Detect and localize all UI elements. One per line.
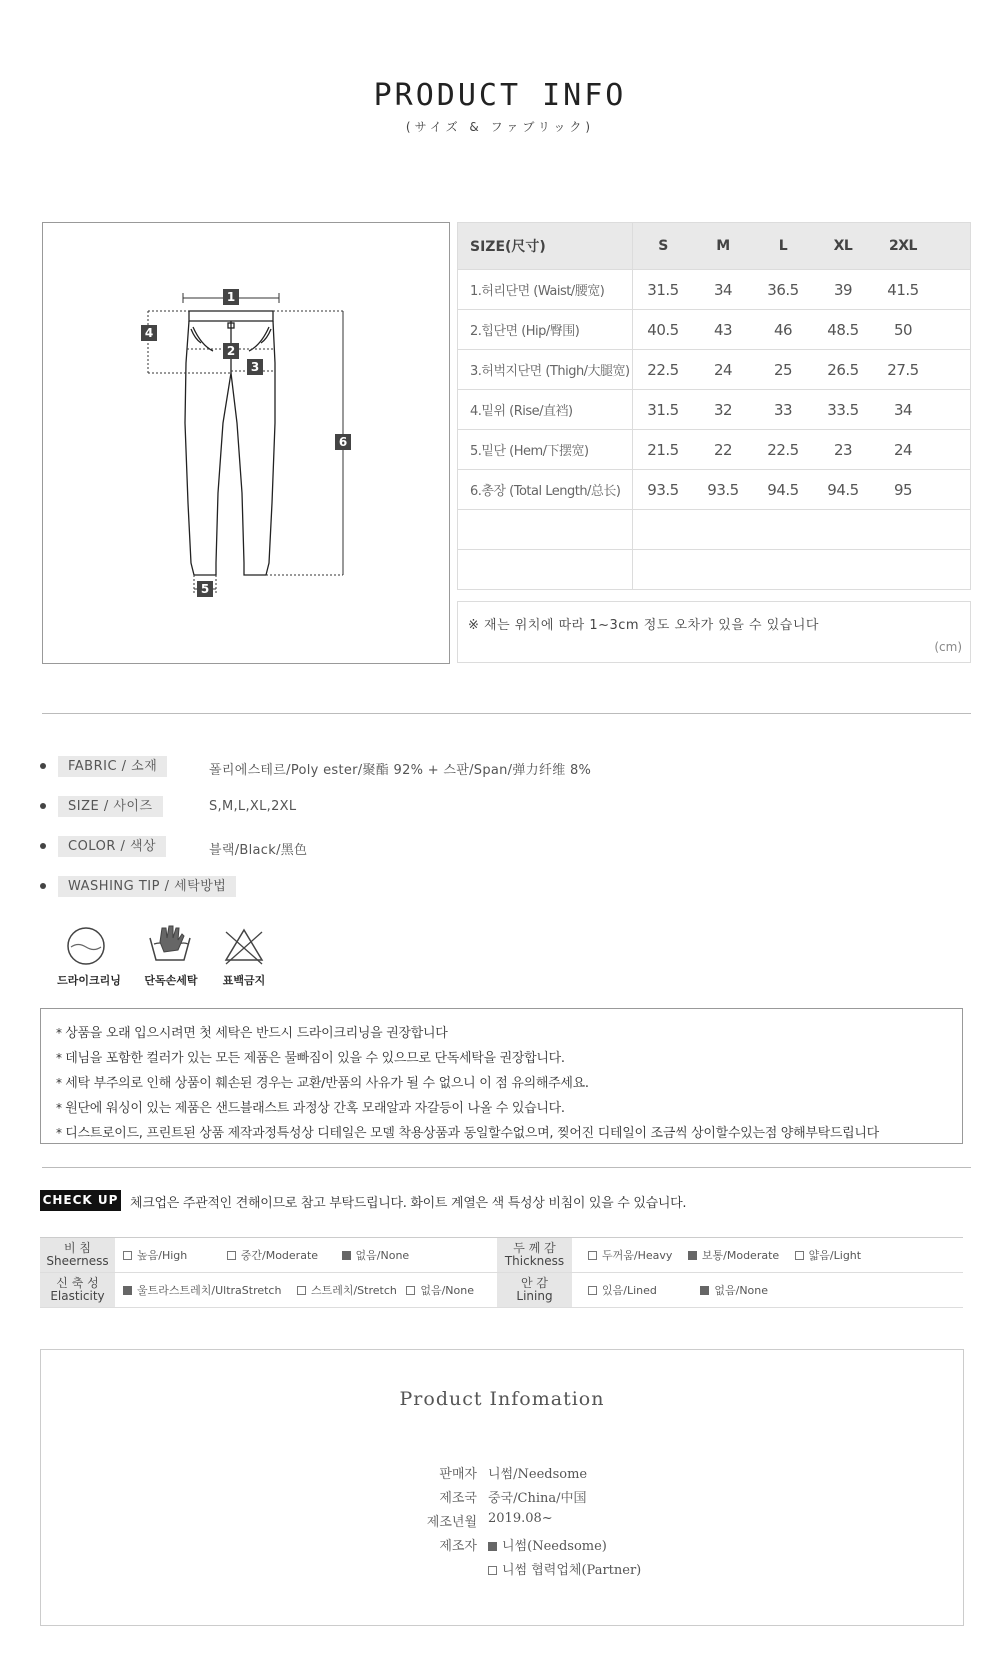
wash-label-hand-wash: 단독손세탁 [144,974,198,987]
row-label: 1.허리단면 (Waist/腰宽) [458,270,633,310]
sheerness-high-option: 높음/High [123,1247,187,1263]
row-label: 6.총장 (Total Length/总长) [458,470,633,510]
info-value: 2019.08~ [488,1511,553,1526]
table-row [458,270,971,310]
cell: 31.5 [647,400,679,419]
no-bleach-icon [222,926,266,966]
page-subtitle: (サイズ & ファブリック) [405,120,595,134]
product-information-title: Product Infomation [399,1388,605,1410]
spec-label-color: COLOR / 색상 [58,836,166,857]
info-value: 니썸/Needsome [488,1467,588,1482]
cell: 33 [773,400,793,419]
size-col-l: L [778,238,788,254]
cell: 34 [713,280,733,299]
wash-label-dry-clean: 드라이크리닝 [57,974,121,987]
cell: 27.5 [887,360,919,379]
cell: 34 [893,400,913,419]
header-en: Lining [516,1289,553,1303]
thickness-header [497,1238,572,1273]
thickness-heavy-option: 두꺼움/Heavy [588,1247,672,1263]
header-en: Thickness [504,1254,565,1268]
elasticity-header [40,1273,115,1308]
info-key: 판매자 [439,1467,477,1482]
info-key: 제조년월 [426,1515,477,1530]
header-ko: 신 축 성 [56,1276,99,1290]
cell: 46 [773,320,793,339]
fabric-properties [40,1237,963,1308]
spec-value-color: 블랙/Black/黑色 [209,843,308,858]
cell: 40.5 [647,320,679,339]
thickness-moderate-option: 보통/Moderate [688,1247,779,1263]
dry-clean-icon [66,926,106,966]
row-label: 2.힙단면 (Hip/臀围) [458,310,633,350]
svg-text:3: 3 [250,360,260,374]
size-col-m: M [716,238,730,254]
svg-text:6: 6 [338,435,348,449]
size-table [457,222,971,590]
cell: 22 [713,440,733,459]
bullet [40,883,46,889]
spec-label-washing: WASHING TIP / 세탁방법 [58,876,236,897]
cell: 93.5 [647,480,679,499]
bullet [40,763,46,769]
sheerness-header [40,1238,115,1273]
note-text: ※ 재는 위치에 따라 1~3cm 정도 오차가 있을 수 있습니다 [468,618,819,633]
header-ko: 안 감 [521,1276,548,1290]
cell: 43 [713,320,733,339]
header-ko: 두 께 감 [513,1241,556,1255]
size-header-label: SIZE(尺寸) [458,223,633,270]
size-col-xl: XL [833,238,853,254]
svg-text:4: 4 [144,326,154,340]
cell: 94.5 [827,480,859,499]
cell: 25 [773,360,793,379]
table-row-empty [458,510,971,550]
table-row [458,350,971,390]
size-col-2xl: 2XL [889,238,917,254]
bullet [40,843,46,849]
cell: 33.5 [827,400,859,419]
cell: 39 [833,280,853,299]
cell: 94.5 [767,480,799,499]
maker-option-needsome: 니썸(Needsome) [488,1535,607,1554]
checkup-text: 체크업은 주관적인 견해이므로 참고 부탁드립니다. 화이트 계열은 색 특성상 비침이 있을 수 있습니다. [130,1196,687,1211]
svg-text:1: 1 [226,290,236,304]
cell: 24 [713,360,733,379]
svg-text:2: 2 [226,344,236,358]
cell: 24 [893,440,913,459]
header-en: Sheerness [46,1254,109,1268]
row-label: 5.밑단 (Hem/下摆宽) [458,430,633,470]
cell: 93.5 [707,480,739,499]
checkup-badge: CHECK UP [40,1190,121,1211]
table-row [458,430,971,470]
lining-lined-option: 있음/Lined [588,1282,657,1298]
care-notice-box [40,1008,963,1144]
cell: 36.5 [767,280,799,299]
pants-illustration [43,223,451,665]
cell: 22.5 [767,440,799,459]
cell: 31.5 [647,280,679,299]
unit-label: (cm) [934,640,962,654]
cell: 32 [713,400,733,419]
divider [42,713,971,714]
header-ko: 비 침 [64,1241,91,1255]
row-label: 3.허벅지단면 (Thigh/大腿宽) [458,350,633,390]
thickness-light-option: 얇음/Light [795,1247,861,1263]
elasticity-stretch-option: 스트레치/Stretch [297,1282,397,1298]
size-diagram [42,222,450,664]
sheerness-none-option: 없음/None [342,1247,410,1263]
spec-value-fabric: 폴리에스테르/Poly ester/聚酯 92% + 스판/Span/弹力纤维 8% [209,763,592,778]
notice-item: * 원단에 워싱이 있는 제품은 샌드블래스트 과정상 간혹 모래알과 자갈등이 나올 수 있습니다. [56,1096,962,1121]
hand-wash-icon [148,924,192,966]
wash-label-no-bleach: 표백금지 [222,974,266,987]
measurement-note [457,601,971,663]
cell: 95 [893,480,913,499]
table-row [458,390,971,430]
svg-text:5: 5 [200,582,210,596]
cell: 22.5 [647,360,679,379]
notice-item: * 세탁 부주의로 인해 상품이 훼손된 경우는 교환/반품의 사유가 될 수 없으니 이 점 유의해주세요. [56,1071,962,1096]
lining-header [497,1273,572,1308]
lining-none-option: 없음/None [700,1282,768,1298]
cell: 21.5 [647,440,679,459]
cell: 41.5 [887,280,919,299]
header-en: Elasticity [50,1289,105,1303]
info-key: 제조자 [439,1539,477,1554]
divider [42,1167,971,1168]
spec-label-fabric: FABRIC / 소재 [58,756,167,777]
maker-option-partner: 니썸 협력업체(Partner) [488,1559,641,1578]
cell: 50 [893,320,913,339]
info-value: 중국/China/中国 [488,1491,587,1506]
table-row [458,470,971,510]
notice-item: * 데님을 포함한 컬러가 있는 모든 제품은 물빠짐이 있을 수 있으므로 단독세탁을 권장합니다. [56,1046,962,1071]
notice-item: * 디스트로이드, 프린트된 상품 제작과정특성상 디테일은 모델 착용상품과 동일할수없으며, 찢어진 디테일이 조금씩 상이할수있는점 양해부탁드립니다 [56,1121,962,1146]
elasticity-ultrastretch-option: 울트라스트레치/UltraStretch [123,1282,281,1298]
size-col-s: S [658,238,668,254]
product-information-box [40,1349,964,1626]
row-label: 4.밑위 (Rise/直裆) [458,390,633,430]
cell: 48.5 [827,320,859,339]
sheerness-moderate-option: 중간/Moderate [227,1247,318,1263]
spec-label-size: SIZE / 사이즈 [58,796,163,817]
info-key: 제조국 [439,1491,477,1506]
cell: 23 [833,440,853,459]
spec-value-size: S,M,L,XL,2XL [209,799,297,814]
elasticity-none-option: 없음/None [406,1282,474,1298]
cell: 26.5 [827,360,859,379]
notice-item: * 상품을 오래 입으시려면 첫 세탁은 반드시 드라이크리닝을 권장합니다 [56,1021,962,1046]
table-row-empty [458,550,971,590]
page-title: PRODUCT INFO [373,78,627,113]
bullet [40,803,46,809]
table-row [458,310,971,350]
